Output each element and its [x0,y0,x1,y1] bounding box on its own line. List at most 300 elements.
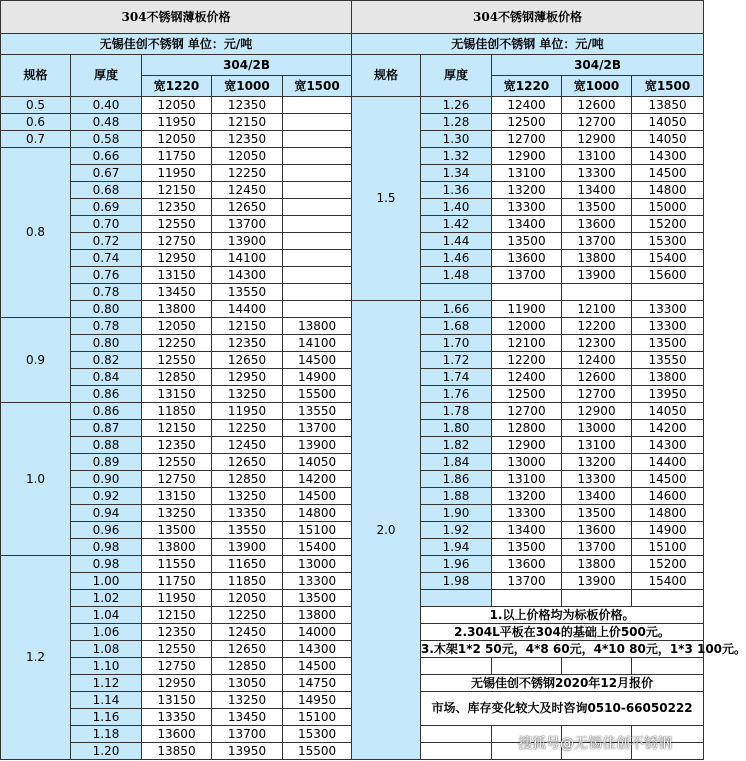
price-1000-cell: 11650 [212,556,283,573]
spec-cell: 1.0 [1,403,71,556]
price-1220-cell: 13100 [492,165,562,182]
price-1500-cell [283,216,352,233]
price-1220-cell: 13350 [142,709,212,726]
thickness-cell: 1.90 [421,505,492,522]
price-1500-cell: 15200 [632,216,704,233]
thickness-cell: 0.78 [71,284,142,301]
thickness-cell: 1.44 [421,233,492,250]
empty-cell [492,658,562,675]
price-1220-cell: 12050 [142,318,212,335]
price-1000-cell: 13950 [212,743,283,760]
price-1500-cell [283,301,352,318]
empty-cell [421,726,492,743]
price-1000-cell: 12250 [212,165,283,182]
price-1000-cell: 12900 [562,403,632,420]
price-1000-cell: 12850 [212,658,283,675]
price-1500-cell: 15400 [632,250,704,267]
price-1000-cell: 12050 [212,148,283,165]
header-grade: 304/2B [142,55,352,76]
thickness-cell: 1.84 [421,454,492,471]
empty-cell [492,743,562,760]
thickness-cell: 1.66 [421,301,492,318]
price-1500-cell [283,267,352,284]
price-1000-cell: 14400 [212,301,283,318]
price-1500-cell: 14400 [632,454,704,471]
price-1500-cell: 15500 [283,386,352,403]
price-1500-cell: 14300 [632,148,704,165]
price-1220-cell: 12550 [142,352,212,369]
price-1500-cell: 13550 [632,352,704,369]
empty-cell [421,743,492,760]
thickness-cell: 0.82 [71,352,142,369]
price-1220-cell: 13250 [142,505,212,522]
price-1000-cell: 13400 [562,488,632,505]
price-1500-cell [283,165,352,182]
price-1000-cell: 12250 [212,607,283,624]
price-1220-cell: 12500 [492,114,562,131]
price-1000-cell: 13900 [212,539,283,556]
price-1220-cell: 12750 [142,471,212,488]
table-subtitle: 无锡佳创不锈钢 单位：元/吨 [352,34,704,55]
quote-line: 无锡佳创不锈钢2020年12月报价 [421,675,704,692]
thickness-cell: 1.16 [71,709,142,726]
thickness-cell: 1.04 [71,607,142,624]
thickness-cell: 0.89 [71,454,142,471]
price-1220-cell: 12150 [142,607,212,624]
note-2: 2.304L平板在304的基础上价500元。 [421,624,704,641]
price-1500-cell: 14500 [632,165,704,182]
price-1220-cell: 12950 [142,250,212,267]
thickness-cell: 0.90 [71,471,142,488]
price-1220-cell: 12750 [142,233,212,250]
price-1000-cell: 12050 [212,590,283,607]
empty-cell [632,658,704,675]
price-1220-cell: 13600 [142,726,212,743]
thickness-cell: 1.82 [421,437,492,454]
thickness-cell: 1.36 [421,182,492,199]
price-1500-cell: 14800 [283,505,352,522]
header-width-1000: 宽1000 [562,76,632,97]
thickness-cell: 1.92 [421,522,492,539]
price-1500-cell: 13950 [632,386,704,403]
price-1000-cell [562,590,632,607]
thickness-cell: 0.98 [71,539,142,556]
price-1500-cell: 14300 [632,437,704,454]
price-1220-cell: 11950 [142,590,212,607]
thickness-cell: 1.20 [71,743,142,760]
price-1220-cell: 12350 [142,199,212,216]
price-1000-cell: 13900 [562,573,632,590]
price-1500-cell: 13700 [283,420,352,437]
price-1220-cell: 12200 [492,352,562,369]
price-1500-cell [283,148,352,165]
price-1500-cell: 14050 [632,131,704,148]
thickness-cell: 0.88 [71,437,142,454]
thickness-cell [421,284,492,301]
price-1500-cell: 15300 [283,726,352,743]
price-1220-cell: 12250 [142,335,212,352]
price-1500-cell: 14300 [283,641,352,658]
price-1500-cell: 13300 [632,318,704,335]
price-1500-cell: 15400 [632,573,704,590]
header-thickness: 厚度 [421,55,492,97]
thickness-cell: 0.92 [71,488,142,505]
price-1500-cell: 14900 [632,522,704,539]
empty-cell [492,726,562,743]
price-1000-cell: 12700 [562,386,632,403]
price-1000-cell: 12450 [212,437,283,454]
thickness-cell: 1.48 [421,267,492,284]
price-1500-cell [283,114,352,131]
price-1220-cell: 13000 [492,454,562,471]
spec-cell: 0.6 [1,114,71,131]
price-1000-cell: 12650 [212,199,283,216]
price-1500-cell: 14500 [283,352,352,369]
thickness-cell: 0.96 [71,522,142,539]
thickness-cell: 1.68 [421,318,492,335]
thickness-cell: 1.06 [71,624,142,641]
price-1500-cell: 13500 [283,590,352,607]
header-thickness: 厚度 [71,55,142,97]
spec-cell: 0.5 [1,97,71,114]
price-1500-cell: 14200 [283,471,352,488]
price-1000-cell: 13600 [562,216,632,233]
thickness-cell: 1.70 [421,335,492,352]
price-1500-cell: 13300 [632,301,704,318]
price-1220-cell: 12700 [492,131,562,148]
thickness-cell: 0.48 [71,114,142,131]
price-1000-cell: 12150 [212,114,283,131]
thickness-cell: 1.34 [421,165,492,182]
price-1220-cell: 13150 [142,488,212,505]
price-1220-cell: 13500 [492,539,562,556]
price-1500-cell: 15100 [632,539,704,556]
table-title: 304不锈钢薄板价格 [352,1,704,34]
spec-cell: 2.0 [352,301,421,760]
price-1220-cell: 12400 [492,97,562,114]
thickness-cell: 0.76 [71,267,142,284]
price-1500-cell: 13800 [632,369,704,386]
price-1220-cell: 12500 [492,386,562,403]
price-1220-cell: 12050 [142,131,212,148]
price-1500-cell: 13850 [632,97,704,114]
price-1500-cell [283,199,352,216]
price-1220-cell: 12350 [142,437,212,454]
price-1500-cell: 14000 [283,624,352,641]
price-1000-cell: 12700 [562,114,632,131]
thickness-cell: 1.80 [421,420,492,437]
thickness-cell: 0.94 [71,505,142,522]
price-1500-cell: 13550 [283,403,352,420]
price-1220-cell: 12350 [142,624,212,641]
price-1220-cell: 13200 [492,182,562,199]
thickness-cell: 0.68 [71,182,142,199]
header-width-1500: 宽1500 [283,76,352,97]
price-1500-cell: 14900 [283,369,352,386]
thickness-cell: 0.80 [71,301,142,318]
thickness-cell: 0.87 [71,420,142,437]
thickness-cell: 0.69 [71,199,142,216]
price-1000-cell: 12600 [562,97,632,114]
price-1000-cell: 13350 [212,505,283,522]
price-1220-cell: 12850 [142,369,212,386]
thickness-cell: 1.14 [71,692,142,709]
spec-cell: 0.8 [1,148,71,318]
thickness-cell: 0.74 [71,250,142,267]
price-1220-cell: 11900 [492,301,562,318]
price-1220-cell: 12550 [142,216,212,233]
price-1000-cell: 12650 [212,641,283,658]
price-1000-cell: 13900 [562,267,632,284]
price-1000-cell: 14300 [212,267,283,284]
thickness-cell: 1.76 [421,386,492,403]
price-1000-cell: 13700 [212,216,283,233]
header-width-1000: 宽1000 [212,76,283,97]
price-1220-cell: 12150 [142,182,212,199]
thickness-cell: 1.30 [421,131,492,148]
price-1500-cell: 14600 [632,488,704,505]
price-1220-cell: 12800 [492,420,562,437]
header-width-1220: 宽1220 [142,76,212,97]
price-1000-cell: 13250 [212,488,283,505]
price-1000-cell: 12350 [212,131,283,148]
thickness-cell: 0.80 [71,335,142,352]
price-1000-cell: 12350 [212,335,283,352]
price-1220-cell: 13500 [492,233,562,250]
price-1220-cell [492,590,562,607]
price-1500-cell [283,284,352,301]
price-1500-cell [283,250,352,267]
price-1500-cell [283,131,352,148]
price-1000-cell: 12650 [212,454,283,471]
table-title: 304不锈钢薄板价格 [1,1,352,34]
price-1500-cell: 14050 [283,454,352,471]
price-1000-cell: 13250 [212,692,283,709]
thickness-cell: 1.88 [421,488,492,505]
price-1220-cell: 12150 [142,420,212,437]
thickness-cell: 0.66 [71,148,142,165]
empty-cell [562,743,632,760]
spec-cell: 0.7 [1,131,71,148]
price-1220-cell: 12550 [142,454,212,471]
thickness-cell [421,590,492,607]
price-1220-cell: 13850 [142,743,212,760]
thickness-cell: 0.78 [71,318,142,335]
price-1000-cell: 12100 [562,301,632,318]
price-1500-cell: 15500 [283,743,352,760]
thickness-cell: 1.40 [421,199,492,216]
price-1000-cell: 12450 [212,182,283,199]
price-1000-cell: 12350 [212,97,283,114]
thickness-cell: 0.72 [71,233,142,250]
price-1500-cell: 15100 [283,522,352,539]
thickness-cell: 1.00 [71,573,142,590]
price-1500-cell: 14050 [632,114,704,131]
thickness-cell: 1.96 [421,556,492,573]
price-1500-cell: 14800 [632,182,704,199]
price-1500-cell: 13000 [283,556,352,573]
note-3: 3.木架1*2 50元，4*8 60元，4*10 80元，1*3 100元。 [421,641,746,656]
price-1000-cell: 11850 [212,573,283,590]
header-spec: 规格 [1,55,71,97]
thickness-cell: 1.78 [421,403,492,420]
price-1220-cell: 13700 [492,573,562,590]
spec-cell: 0.9 [1,318,71,403]
thickness-cell: 1.26 [421,97,492,114]
price-1000-cell: 11950 [212,403,283,420]
price-1500-cell: 15200 [632,556,704,573]
price-1500-cell: 15600 [632,267,704,284]
price-1500-cell: 14800 [632,505,704,522]
price-1000-cell: 13800 [562,250,632,267]
price-1000-cell: 13550 [212,522,283,539]
thickness-cell: 1.18 [71,726,142,743]
price-1500-cell [283,233,352,250]
header-width-1220: 宽1220 [492,76,562,97]
empty-cell [562,726,632,743]
price-1000-cell: 12150 [212,318,283,335]
price-1500-cell: 14750 [283,675,352,692]
price-1220-cell: 13300 [492,199,562,216]
price-1500-cell: 14500 [283,658,352,675]
price-1500-cell: 14500 [283,488,352,505]
price-1220-cell: 11950 [142,114,212,131]
price-1220-cell: 13500 [142,522,212,539]
price-1220-cell: 13400 [492,216,562,233]
price-1000-cell: 13300 [562,165,632,182]
price-1220-cell: 13600 [492,250,562,267]
price-1000-cell: 13400 [562,182,632,199]
thickness-cell: 0.86 [71,386,142,403]
price-1000-cell: 12300 [562,335,632,352]
price-1500-cell: 14500 [632,471,704,488]
header-spec: 规格 [352,55,421,97]
empty-cell [632,743,704,760]
price-1000-cell: 13000 [562,420,632,437]
thickness-cell: 1.86 [421,471,492,488]
spec-cell: 1.2 [1,556,71,760]
price-1220-cell: 12700 [492,403,562,420]
price-1000-cell: 13050 [212,675,283,692]
price-1220-cell: 12900 [492,148,562,165]
thickness-cell: 0.84 [71,369,142,386]
price-1000-cell: 13550 [212,284,283,301]
price-1220-cell: 13150 [142,386,212,403]
price-1000-cell: 13450 [212,709,283,726]
price-1000-cell: 12250 [212,420,283,437]
right-price-table [351,0,746,760]
price-1500-cell: 14950 [283,692,352,709]
left-price-table [0,0,352,760]
price-1220-cell: 13700 [492,267,562,284]
price-1220-cell [492,284,562,301]
price-1220-cell: 13600 [492,556,562,573]
price-1000-cell: 13100 [562,148,632,165]
price-1500-cell: 14200 [632,420,704,437]
price-1000-cell: 12400 [562,352,632,369]
price-1000-cell: 12950 [212,369,283,386]
price-1220-cell: 13450 [142,284,212,301]
header-grade: 304/2B [492,55,704,76]
price-1500-cell: 14100 [283,335,352,352]
empty-cell [562,658,632,675]
price-1500-cell: 15000 [632,199,704,216]
price-1220-cell: 13150 [142,267,212,284]
empty-cell [421,658,492,675]
thickness-cell: 1.46 [421,250,492,267]
thickness-cell: 0.58 [71,131,142,148]
price-1000-cell: 12450 [212,624,283,641]
price-1220-cell: 13150 [142,692,212,709]
price-1500-cell: 15300 [632,233,704,250]
price-1220-cell: 12900 [492,437,562,454]
price-1000-cell: 12850 [212,471,283,488]
thickness-cell: 0.67 [71,165,142,182]
price-1220-cell: 13800 [142,301,212,318]
price-1500-cell: 13300 [283,573,352,590]
price-1000-cell: 13500 [562,199,632,216]
price-1000-cell: 14100 [212,250,283,267]
price-1500-cell: 13800 [283,607,352,624]
thickness-cell: 0.98 [71,556,142,573]
table-subtitle: 无锡佳创不锈钢 单位：元/吨 [1,34,352,55]
note-1: 1.以上价格均为标板价格。 [421,607,704,624]
price-1000-cell: 13700 [562,539,632,556]
price-1000-cell: 13500 [562,505,632,522]
price-1000-cell: 13700 [562,233,632,250]
thickness-cell: 1.98 [421,573,492,590]
price-1220-cell: 11750 [142,148,212,165]
price-1220-cell: 12000 [492,318,562,335]
price-1500-cell: 13800 [283,318,352,335]
thickness-cell: 1.08 [71,641,142,658]
price-1220-cell: 12950 [142,675,212,692]
price-1000-cell: 12600 [562,369,632,386]
price-1220-cell: 13300 [492,505,562,522]
header-width-1500: 宽1500 [632,76,704,97]
contact-line: 市场、库存变化较大及时咨询0510-66050222 [421,692,704,726]
price-1220-cell: 13200 [492,488,562,505]
thickness-cell: 1.12 [71,675,142,692]
thickness-cell: 1.28 [421,114,492,131]
thickness-cell: 1.02 [71,590,142,607]
price-1000-cell [562,284,632,301]
price-1220-cell: 11550 [142,556,212,573]
price-1000-cell: 13800 [562,556,632,573]
thickness-cell: 1.32 [421,148,492,165]
empty-cell [632,726,704,743]
price-1000-cell: 12650 [212,352,283,369]
price-1500-cell: 13500 [632,335,704,352]
price-1500-cell: 15100 [283,709,352,726]
price-1000-cell: 13900 [212,233,283,250]
thickness-cell: 0.40 [71,97,142,114]
price-1220-cell: 11850 [142,403,212,420]
price-1500-cell: 13900 [283,437,352,454]
price-1220-cell: 12100 [492,335,562,352]
price-1500-cell [283,97,352,114]
price-1000-cell: 13100 [562,437,632,454]
price-1220-cell: 11950 [142,165,212,182]
price-1500-cell: 14050 [632,403,704,420]
thickness-cell: 1.74 [421,369,492,386]
thickness-cell: 0.70 [71,216,142,233]
price-1000-cell: 13600 [562,522,632,539]
spec-cell: 1.5 [352,97,421,301]
thickness-cell: 1.10 [71,658,142,675]
price-1220-cell: 13100 [492,471,562,488]
price-1220-cell: 12400 [492,369,562,386]
